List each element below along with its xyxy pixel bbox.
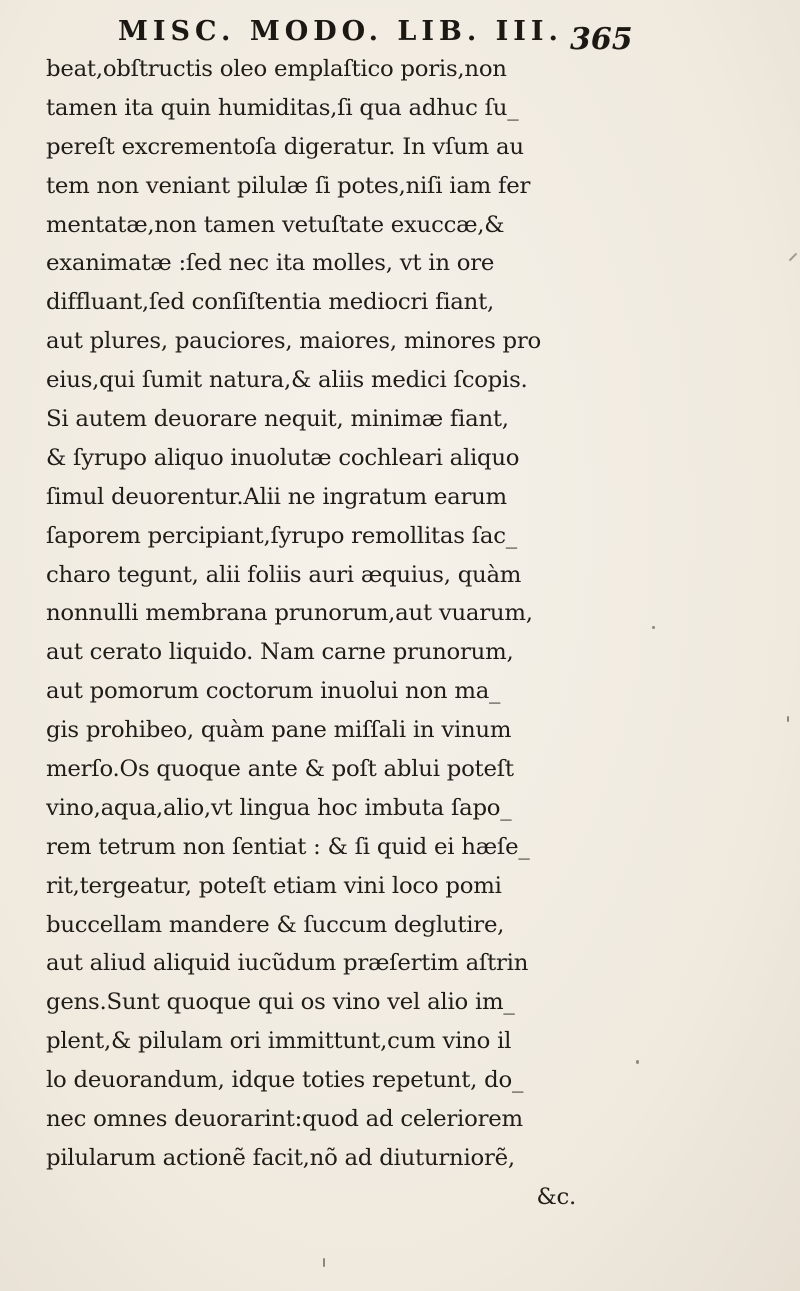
text-line-16: aut cerato liquido. Nam carne prunorum, (46, 639, 514, 666)
text-line-23: buccellam mandere & ſuccum deglutire, (46, 911, 505, 938)
text-line-25: gens.Sunt quoque qui os vino vel alio im_ (46, 989, 515, 1016)
text-line-12: ſimul deuorentur.Alii ne ingratum earum (46, 483, 507, 510)
text-line-27: lo deuorandum, idque toties repetunt, do_ (46, 1067, 524, 1094)
text-line-22: rit,tergeatur, poteſt etiam vini loco pomi (46, 872, 502, 899)
text-line-14: charo tegunt, alii foliis auri æquius, quàm (46, 561, 522, 588)
text-line-26: plent,& pilulam ori immittunt,cum vino il (46, 1028, 512, 1055)
text-line-13: ſaporem percipiant,ſyrupo remollitas ſac_ (46, 522, 517, 549)
text-line-8: aut plures, pauciores, maiores, minores pro (46, 328, 541, 355)
text-line-7: diffluant,ſed conſiſtentia mediocri fiant, (46, 289, 494, 316)
ink-speck (787, 716, 789, 722)
text-line-9: eius,qui ſumit natura,& aliis medici ſcopis. (46, 367, 528, 394)
margin-mark (789, 253, 797, 261)
text-line-5: mentatæ,non tamen vetuſtate exuccæ,& (46, 211, 505, 238)
text-line-1: beat,obſtructis oleo emplaſtico poris,non (46, 56, 507, 82)
running-head-title: MISC. MODO. LIB. III. (118, 16, 563, 47)
page-number: 365 (570, 22, 633, 57)
text-line-10: Si autem deuorare nequit, minimæ fiant, (46, 406, 509, 433)
text-line-11: & ſyrupo aliquo inuolutæ cochleari aliquo (46, 444, 520, 471)
ink-speck (652, 626, 655, 629)
text-line-15: nonnulli membrana prunorum,aut vuarum, (46, 600, 533, 627)
ink-speck (636, 1060, 639, 1064)
text-line-6: exanimatæ :ſed nec ita molles, vt in ore (46, 250, 495, 277)
text-line-2: tamen ita quin humiditas,ſi qua adhuc ſu_ (46, 94, 519, 121)
text-line-20: vino,aqua,alio,vt lingua hoc imbuta ſapo_ (46, 794, 512, 821)
text-line-28: nec omnes deuorarint:quod ad celeriorem (46, 1106, 523, 1133)
ink-speck (323, 1258, 325, 1267)
running-head (112, 14, 672, 57)
text-line-18: gis prohibeo, quàm pane miſſali in vinum (46, 717, 512, 744)
catchword: &c. (536, 1183, 576, 1210)
text-line-21: rem tetrum non ſentiat : & ſi quid ei hæſe_ (46, 833, 530, 860)
text-line-4: tem non veniant pilulæ ſi potes,niſi iam fer (46, 172, 531, 199)
body-text (46, 50, 606, 1217)
text-line-19: merſo.Os quoque ante & poſt ablui poteſt (46, 756, 514, 783)
text-line-17: aut pomorum coctorum inuolui non ma_ (46, 678, 501, 705)
text-line-3: pereſt excrementoſa digeratur. In vſum au (46, 133, 524, 160)
text-line-29: pilularum actionẽ facit,nõ ad diuturniorẽ, (46, 1144, 515, 1171)
text-line-24: aut aliud aliquid iucũdum præſertim aſtrin (46, 950, 529, 977)
